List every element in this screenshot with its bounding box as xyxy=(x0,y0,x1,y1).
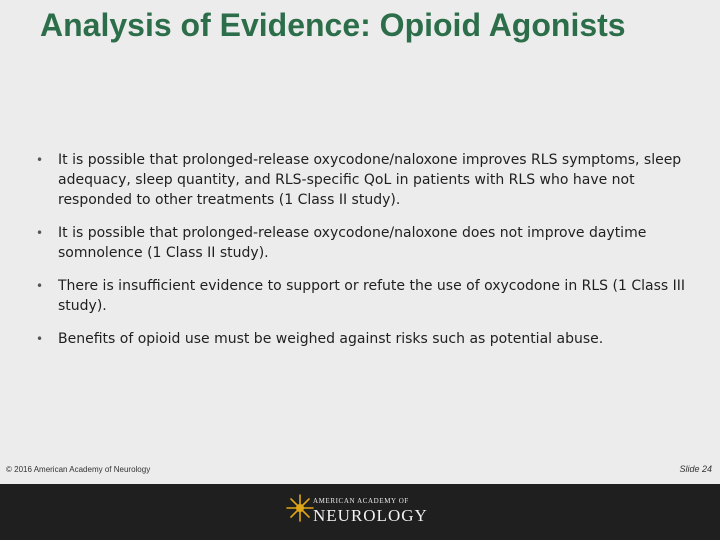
bullet-item xyxy=(36,329,686,349)
bullet-item xyxy=(36,223,686,263)
copyright-notice: © 2016 American Academy of Neurology xyxy=(6,465,151,474)
bullet-icon: • xyxy=(36,226,44,240)
bullet-text: There is insufficient evidence to support or refute the use of oxycodone in RLS (1 Class III study). xyxy=(58,278,685,314)
bullet-list xyxy=(36,150,686,362)
bullet-item xyxy=(36,276,686,316)
logo-subtitle: AMERICAN ACADEMY OF xyxy=(313,497,409,505)
bullet-text: It is possible that prolonged-release oxycodone/naloxone does not improve daytime somnolence (1 Class II study). xyxy=(58,225,647,261)
slide-title: Analysis of Evidence: Opioid Agonists xyxy=(40,7,626,43)
slide-number: Slide 24 xyxy=(679,464,712,474)
logo-name: NEUROLOGY xyxy=(313,506,428,525)
bullet-icon: • xyxy=(36,279,44,293)
bullet-item xyxy=(36,150,686,210)
bullet-text: It is possible that prolonged-release oxycodone/naloxone improves RLS symptoms, sleep adequacy, sleep quantity, and RLS-specific QoL in patients with RLS who have not responded to other treatments (1 Class II study). xyxy=(58,152,682,208)
bullet-icon: • xyxy=(36,332,44,346)
bullet-text: Benefits of opioid use must be weighed against risks such as potential abuse. xyxy=(58,331,604,347)
aan-starburst-icon xyxy=(285,493,315,523)
aan-logo xyxy=(285,490,435,536)
bullet-icon: • xyxy=(36,153,44,167)
